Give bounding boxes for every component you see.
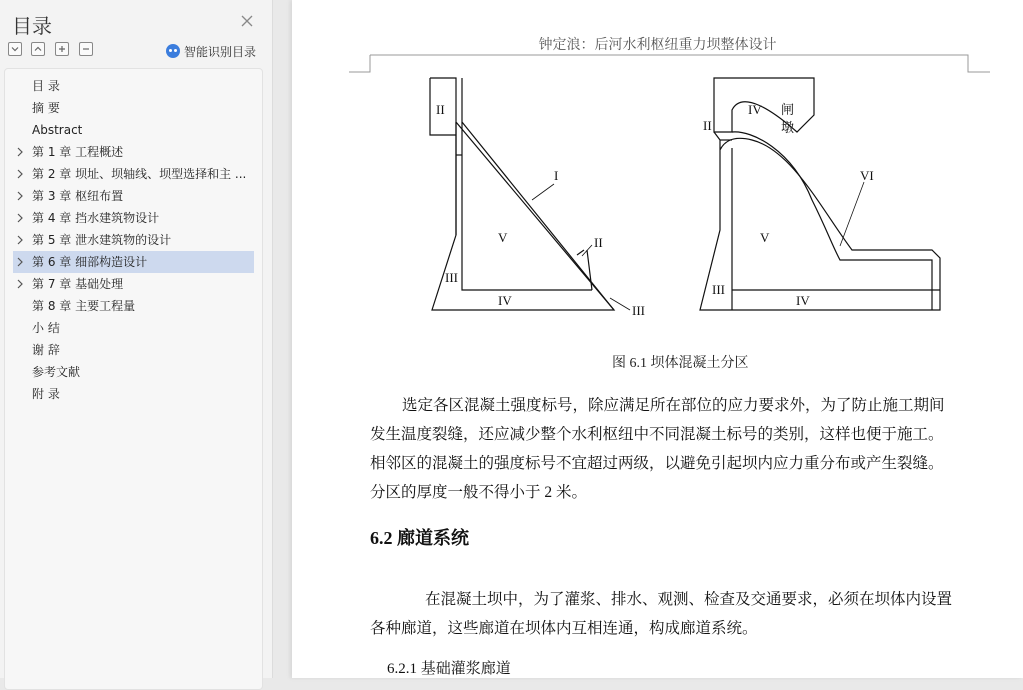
paragraph-2-line: 在混凝土坝中，为了灌浆、排水、观测、检查及交通要求，必须在坝体内设置	[425, 591, 953, 608]
zone-label-III-left: III	[445, 270, 458, 285]
section-heading: 6.2 廊道系统	[370, 528, 469, 548]
toc-item-label: 第 3 章 枢纽布置	[32, 189, 124, 203]
toc-item-label: 小 结	[32, 321, 60, 335]
toc-item[interactable]	[13, 75, 254, 97]
toc-item[interactable]	[13, 295, 254, 317]
toc-item[interactable]	[13, 97, 254, 119]
toc-item-label: 第 7 章 基础处理	[32, 277, 124, 291]
pier-label-2: 墩	[781, 120, 795, 135]
toc-item-label: 参考文献	[32, 365, 81, 379]
toc-item-label: 第 4 章 挡水建筑物设计	[32, 211, 160, 225]
toc-item[interactable]	[13, 229, 254, 251]
paragraph-2-line: 各种廊道，这些廊道在坝体内互相连通，构成廊道系统。	[370, 620, 758, 637]
figure-caption: 图 6.1 坝体混凝土分区	[612, 356, 749, 371]
chevron-right-icon[interactable]	[15, 279, 25, 289]
toc-item[interactable]	[13, 317, 254, 339]
collapse-all-icon[interactable]	[8, 42, 22, 56]
paragraph-1	[370, 391, 970, 507]
ai-assistant-icon	[166, 44, 180, 58]
sidebar-title: 目录	[12, 14, 52, 38]
toc-item-label: 谢 辞	[32, 343, 60, 357]
zone-label-III-right-dam: III	[712, 282, 725, 297]
chevron-right-icon[interactable]	[15, 213, 25, 223]
toc-item[interactable]	[13, 383, 254, 405]
paragraph-1-line: 相邻区的混凝土的强度标号不宜超过两级，以避免引起坝内应力重分布或产生裂缝。	[370, 455, 944, 472]
toc-item[interactable]	[13, 251, 254, 273]
chevron-right-icon[interactable]	[15, 191, 25, 201]
chevron-right-icon[interactable]	[15, 257, 25, 267]
close-icon[interactable]	[240, 14, 254, 28]
zone-label-VI: VI	[860, 168, 874, 183]
toc-item-label: 第 6 章 细部构造设计	[32, 255, 148, 269]
toc-item-label: 第 1 章 工程概述	[32, 145, 124, 159]
zone-label-I: I	[554, 168, 559, 183]
toc-item[interactable]	[13, 339, 254, 361]
toc-item[interactable]	[13, 361, 254, 383]
pier-label-1: 闸	[781, 102, 795, 117]
toc-item[interactable]	[13, 185, 254, 207]
document-page	[292, 0, 1023, 678]
right-dam-section	[700, 78, 940, 310]
paragraph-1-line: 发生温度裂缝，还应减少整个水利枢纽中不同混凝土标号的类别，这样也便于施工。	[370, 426, 944, 443]
chevron-right-icon[interactable]	[15, 235, 25, 245]
zone-label-II-right: II	[594, 235, 603, 250]
chevron-right-icon[interactable]	[15, 169, 25, 179]
chevron-right-icon[interactable]	[15, 147, 25, 157]
toc-item-label: 第 5 章 泄水建筑物的设计	[32, 233, 172, 247]
toc-item-label: 摘 要	[32, 101, 60, 115]
toc-item-label: 目 录	[32, 79, 60, 93]
zone-label-IV-bottom: IV	[796, 293, 810, 308]
toc-list	[4, 68, 263, 690]
toc-item-label: 第 8 章 主要工程量	[32, 299, 136, 313]
toc-item-label: 第 2 章 坝址、坝轴线、坝型选择和主 ...	[32, 167, 247, 181]
paragraph-2	[370, 585, 970, 643]
zone-label-V-left: V	[498, 230, 508, 245]
toc-sidebar	[0, 0, 273, 678]
toc-item[interactable]	[13, 273, 254, 295]
expand-up-icon[interactable]	[31, 42, 45, 56]
toc-item[interactable]	[13, 207, 254, 229]
zone-label-II-top: II	[436, 102, 445, 117]
paragraph-1-line: 分区的厚度一般不得小于 2 米。	[370, 484, 588, 501]
dam-zoning-figure	[292, 70, 1023, 330]
zone-label-V-right: V	[760, 230, 770, 245]
zone-label-IV-left: IV	[498, 293, 512, 308]
toc-item-label: 附 录	[32, 387, 60, 401]
toc-item-label: Abstract	[32, 123, 83, 137]
remove-icon[interactable]	[79, 42, 93, 56]
zone-label-IV-top: IV	[748, 102, 762, 117]
toc-item[interactable]	[13, 119, 254, 141]
subsection-heading: 6.2.1 基础灌浆廊道	[387, 661, 511, 677]
paragraph-1-line: 选定各区混凝土强度标号，除应满足所在部位的应力要求外，为了防止施工期间	[402, 397, 945, 414]
zone-label-III-right: III	[632, 303, 645, 318]
ai-toc-label: 智能识别目录	[184, 44, 257, 59]
zone-label-II-right-dam: II	[703, 118, 712, 133]
toc-item[interactable]	[13, 141, 254, 163]
toc-item[interactable]	[13, 163, 254, 185]
add-icon[interactable]	[55, 42, 69, 56]
ai-toc-button[interactable]	[166, 42, 256, 60]
page-header: 钟定浪：后河水利枢纽重力坝整体设计	[538, 38, 777, 53]
